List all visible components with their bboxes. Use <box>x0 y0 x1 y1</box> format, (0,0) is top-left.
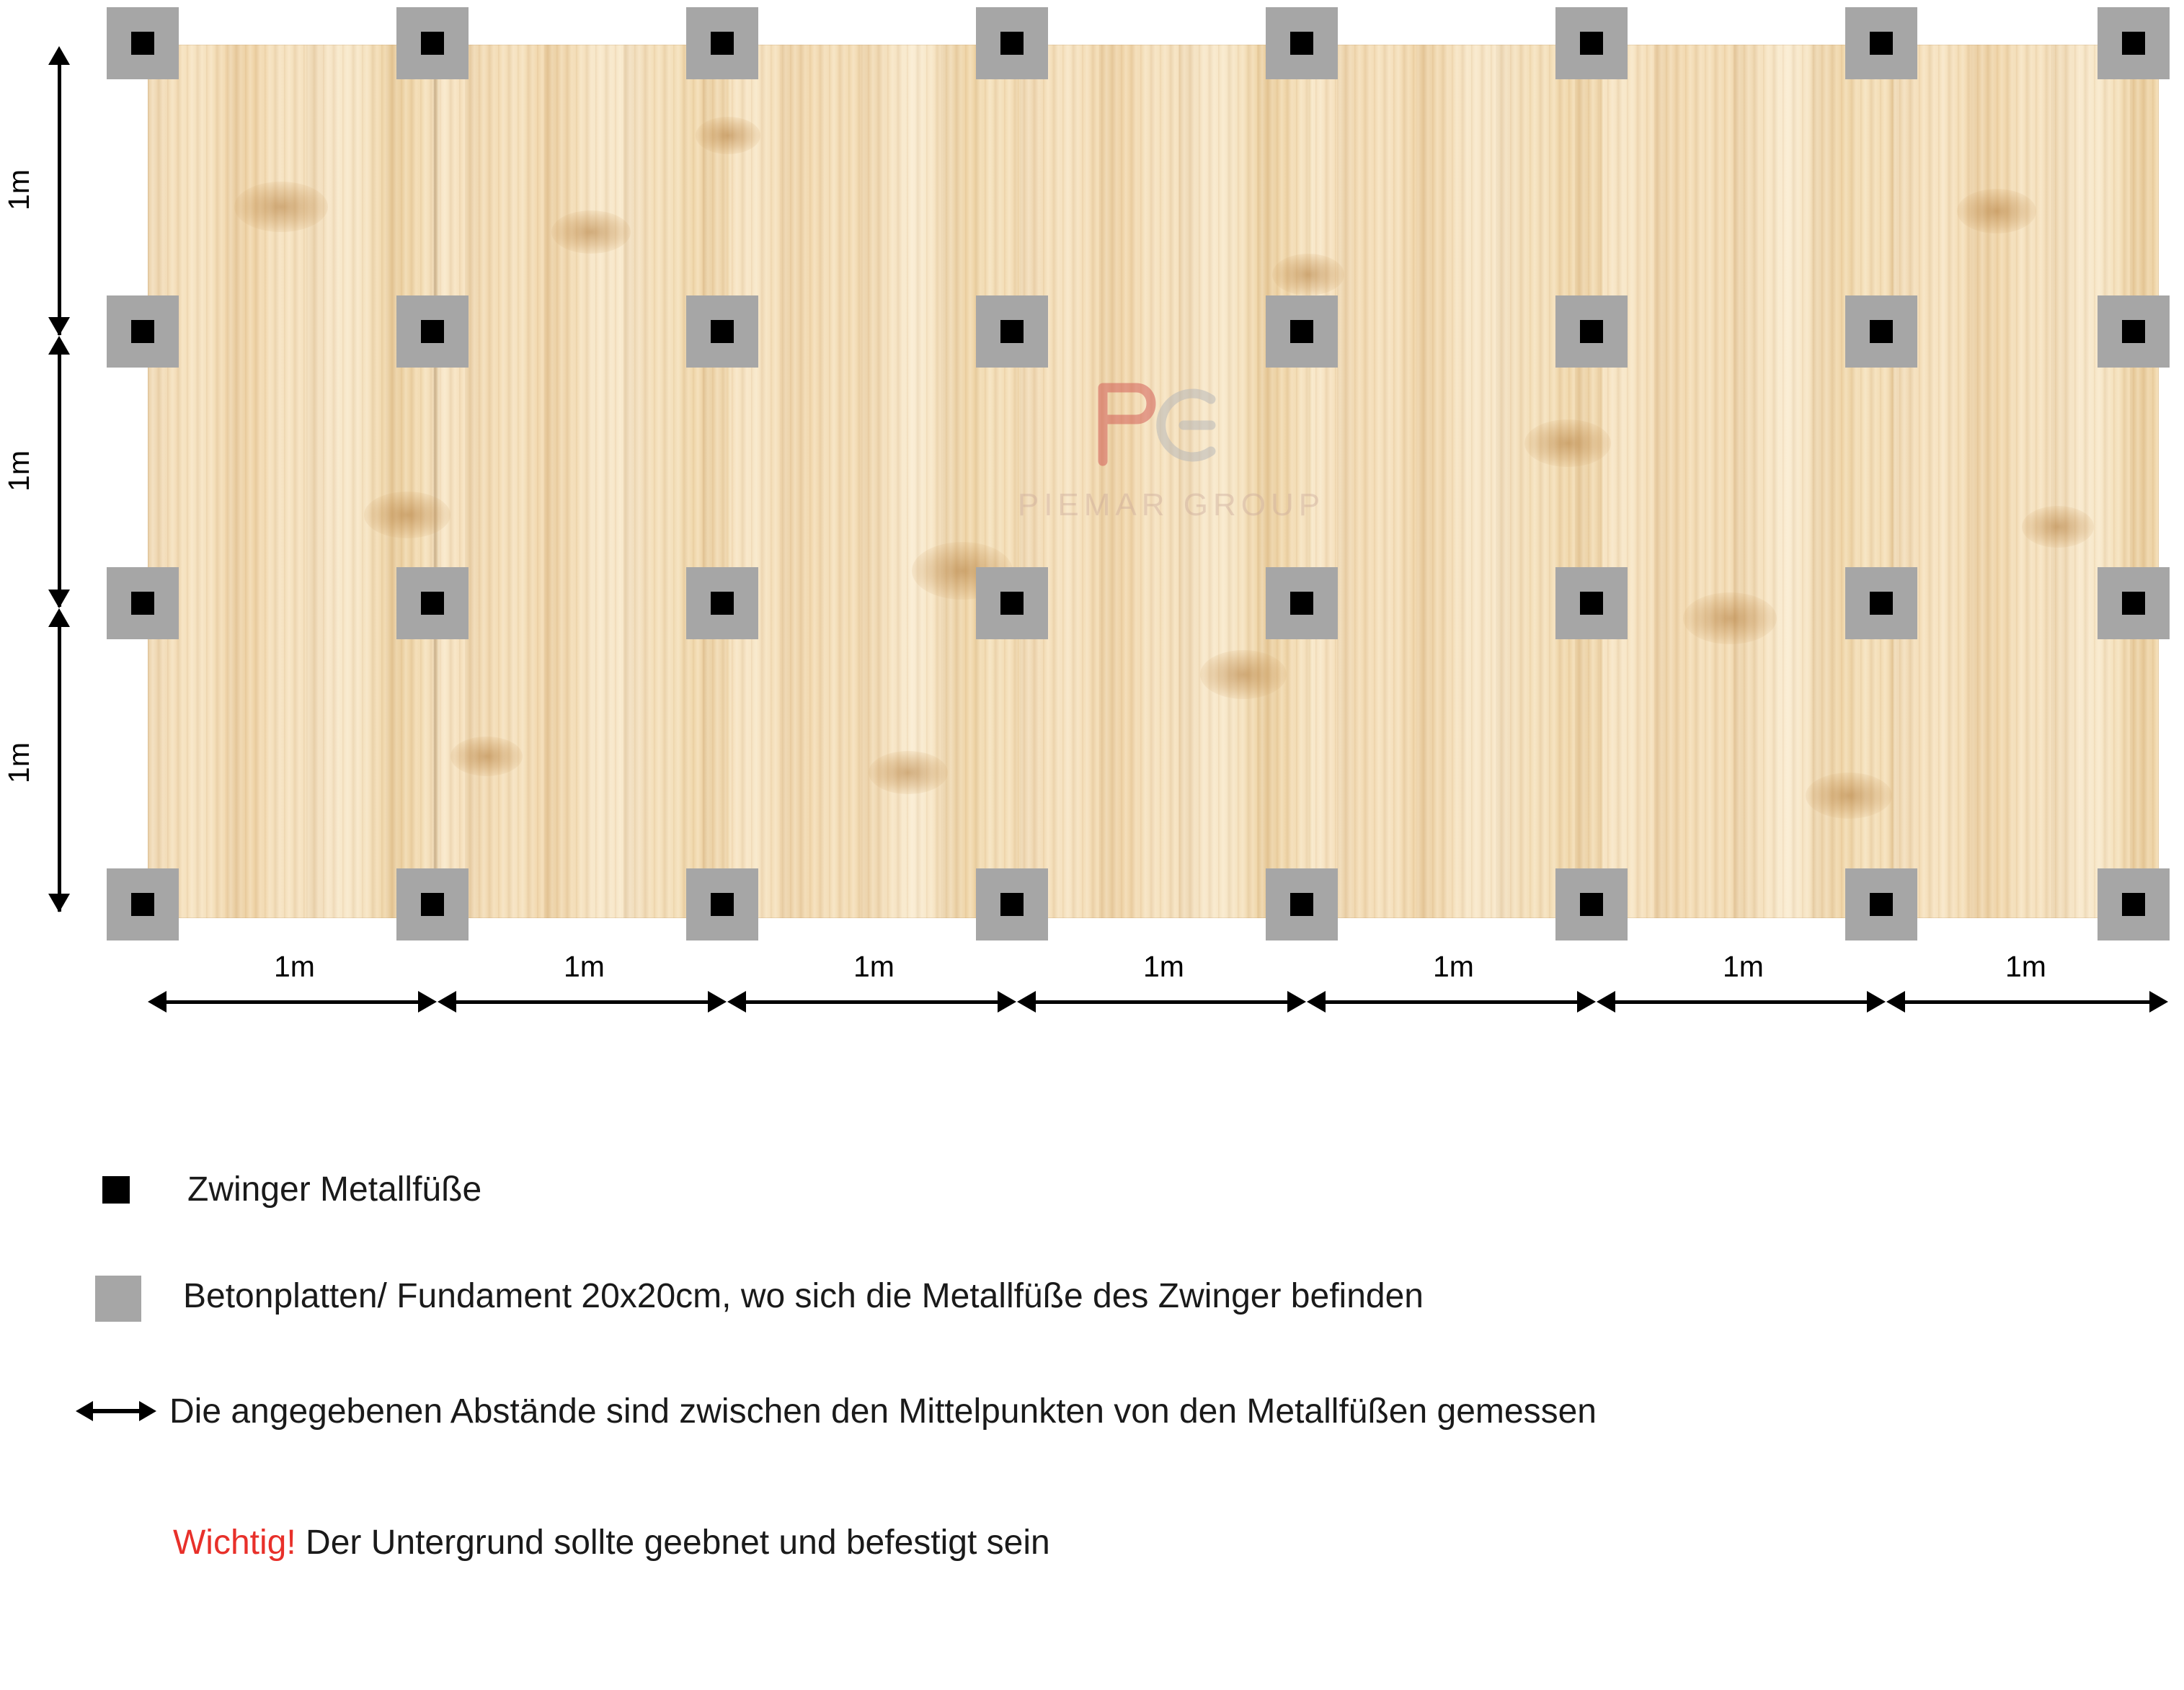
vertical-dimension-label: 1m <box>1 742 35 783</box>
arrow-down-icon <box>48 317 70 336</box>
horizontal-dimension-line <box>445 1000 715 1004</box>
foundation-plate <box>1266 567 1338 639</box>
arrow-left-icon <box>148 991 167 1013</box>
metal-foot <box>1290 32 1313 55</box>
foundation-plate <box>1845 567 1917 639</box>
metal-foot <box>1290 893 1313 916</box>
metal-foot <box>1580 320 1603 343</box>
metal-foot <box>421 320 444 343</box>
arrow-up-icon <box>48 336 70 355</box>
arrow-left-icon <box>727 991 746 1013</box>
wood-knot <box>1524 419 1611 467</box>
arrow-down-icon <box>48 894 70 912</box>
wood-knot <box>1683 592 1777 644</box>
horizontal-dimension-label: 1m <box>2005 950 2046 983</box>
foundation-plate <box>396 7 469 79</box>
metal-foot <box>2122 32 2145 55</box>
arrow-up-icon <box>48 608 70 627</box>
wood-knot <box>1200 650 1287 699</box>
horizontal-dimension-line <box>734 1000 1005 1004</box>
wood-knot <box>1957 189 2036 234</box>
metal-foot <box>131 592 154 615</box>
important-note-text <box>173 1521 1050 1565</box>
metal-foot <box>1000 32 1024 55</box>
legend-item-distance-note <box>76 1389 1697 1433</box>
metal-foot <box>2122 893 2145 916</box>
horizontal-dimension-label: 1m <box>1433 950 1474 983</box>
metal-foot <box>1290 592 1313 615</box>
foundation-plate <box>107 868 179 940</box>
arrow-left-icon <box>1886 991 1905 1013</box>
legend-item-metal-feet <box>102 1168 481 1211</box>
arrow-right-icon <box>1867 991 1886 1013</box>
foundation-plate <box>107 7 179 79</box>
important-note-prefix: Wichtig! <box>173 1524 296 1562</box>
metal-foot <box>1000 320 1024 343</box>
foundation-plate <box>1266 295 1338 368</box>
foundation-plate <box>2098 567 2170 639</box>
foundation-plate <box>976 868 1048 940</box>
vertical-dimension-label: 1m <box>1 450 35 492</box>
wooden-deck-surface <box>148 45 2159 918</box>
arrow-left-icon <box>1307 991 1326 1013</box>
arrow-left-icon <box>438 991 456 1013</box>
metal-foot <box>1000 592 1024 615</box>
legend-item-label: Die angegebenen Abstände sind zwischen den Mittelpunkten von den Metallfüßen gemessen <box>169 1392 1597 1431</box>
foundation-plate <box>1845 7 1917 79</box>
metal-foot <box>1000 893 1024 916</box>
horizontal-dimension-line <box>1024 1000 1295 1004</box>
wood-knot <box>450 737 523 776</box>
foundation-plate <box>1555 295 1628 368</box>
metal-foot <box>1580 893 1603 916</box>
foundation-plate <box>1266 7 1338 79</box>
arrow-right-icon <box>708 991 727 1013</box>
metal-foot <box>711 893 734 916</box>
metal-foot <box>1870 592 1893 615</box>
foundation-plate <box>976 567 1048 639</box>
foundation-plate <box>976 7 1048 79</box>
metal-foot <box>1870 320 1893 343</box>
legend-important-note <box>173 1521 1050 1565</box>
wood-knot <box>364 492 450 538</box>
arrow-right-icon <box>1577 991 1596 1013</box>
foundation-plate <box>2098 295 2170 368</box>
legend-item-concrete-plates <box>95 1274 1424 1322</box>
legend-item-label: Zwinger Metallfüße <box>187 1170 482 1209</box>
vertical-dimension-label: 1m <box>1 169 35 210</box>
arrow-left-icon <box>1597 991 1615 1013</box>
foundation-plate <box>396 567 469 639</box>
wood-knot <box>869 751 948 794</box>
horizontal-dimension-line <box>1604 1000 1874 1004</box>
vertical-dimension-line <box>58 340 61 607</box>
metal-foot <box>131 320 154 343</box>
double-arrow-icon <box>76 1397 156 1426</box>
foundation-plate <box>1845 295 1917 368</box>
foundation-plate <box>2098 868 2170 940</box>
wood-knot <box>551 210 631 254</box>
arrow-right-icon <box>1287 991 1306 1013</box>
foundation-plate <box>1555 868 1628 940</box>
foundation-plate <box>1555 567 1628 639</box>
metal-foot <box>1290 320 1313 343</box>
wood-knot <box>1272 254 1344 295</box>
vertical-dimension-line <box>58 613 61 912</box>
foundation-plate <box>107 567 179 639</box>
metal-foot-icon <box>102 1176 130 1204</box>
horizontal-dimension-label: 1m <box>1723 950 1764 983</box>
metal-foot <box>1870 893 1893 916</box>
metal-foot <box>1580 592 1603 615</box>
wood-knot <box>234 182 328 232</box>
horizontal-dimension-line <box>1894 1000 2157 1004</box>
metal-foot <box>711 32 734 55</box>
arrow-right-icon <box>998 991 1016 1013</box>
metal-foot <box>421 592 444 615</box>
foundation-plate <box>2098 7 2170 79</box>
wood-knot <box>2022 506 2094 548</box>
arrow-up-icon <box>48 46 70 65</box>
metal-foot <box>421 32 444 55</box>
wood-knot <box>696 117 760 154</box>
foundation-plate <box>1845 868 1917 940</box>
metal-foot <box>131 893 154 916</box>
foundation-plate <box>107 295 179 368</box>
arrow-right-icon <box>2149 991 2168 1013</box>
watermark-brand-text: PIEMAR GROUP <box>1017 487 1326 522</box>
wood-knot <box>1806 773 1892 819</box>
metal-foot <box>711 320 734 343</box>
foundation-plate <box>686 868 758 940</box>
metal-foot <box>2122 320 2145 343</box>
arrow-right-icon <box>418 991 437 1013</box>
concrete-plate-icon <box>95 1276 141 1322</box>
foundation-plate <box>686 295 758 368</box>
horizontal-dimension-label: 1m <box>274 950 315 983</box>
horizontal-dimension-line <box>1314 1000 1584 1004</box>
foundation-plate <box>396 295 469 368</box>
legend-item-label: Betonplatten/ Fundament 20x20cm, wo sich die Metallfüße des Zwinger befinden <box>183 1277 1424 1315</box>
foundation-plate <box>686 7 758 79</box>
important-note-body: Der Untergrund sollte geebnet und befestigt sein <box>296 1524 1050 1562</box>
metal-foot <box>131 32 154 55</box>
horizontal-dimension-line <box>155 1000 425 1004</box>
foundation-plate <box>1266 868 1338 940</box>
vertical-dimension-line <box>58 50 61 335</box>
metal-foot <box>1870 32 1893 55</box>
metal-foot <box>421 893 444 916</box>
metal-foot <box>711 592 734 615</box>
foundation-plate <box>976 295 1048 368</box>
horizontal-dimension-label: 1m <box>564 950 605 983</box>
foundation-plate <box>686 567 758 639</box>
metal-foot <box>2122 592 2145 615</box>
foundation-plate <box>396 868 469 940</box>
arrow-down-icon <box>48 590 70 608</box>
foundation-plate <box>1555 7 1628 79</box>
horizontal-dimension-label: 1m <box>853 950 895 983</box>
arrow-left-icon <box>1017 991 1036 1013</box>
horizontal-dimension-label: 1m <box>1143 950 1184 983</box>
metal-foot <box>1580 32 1603 55</box>
